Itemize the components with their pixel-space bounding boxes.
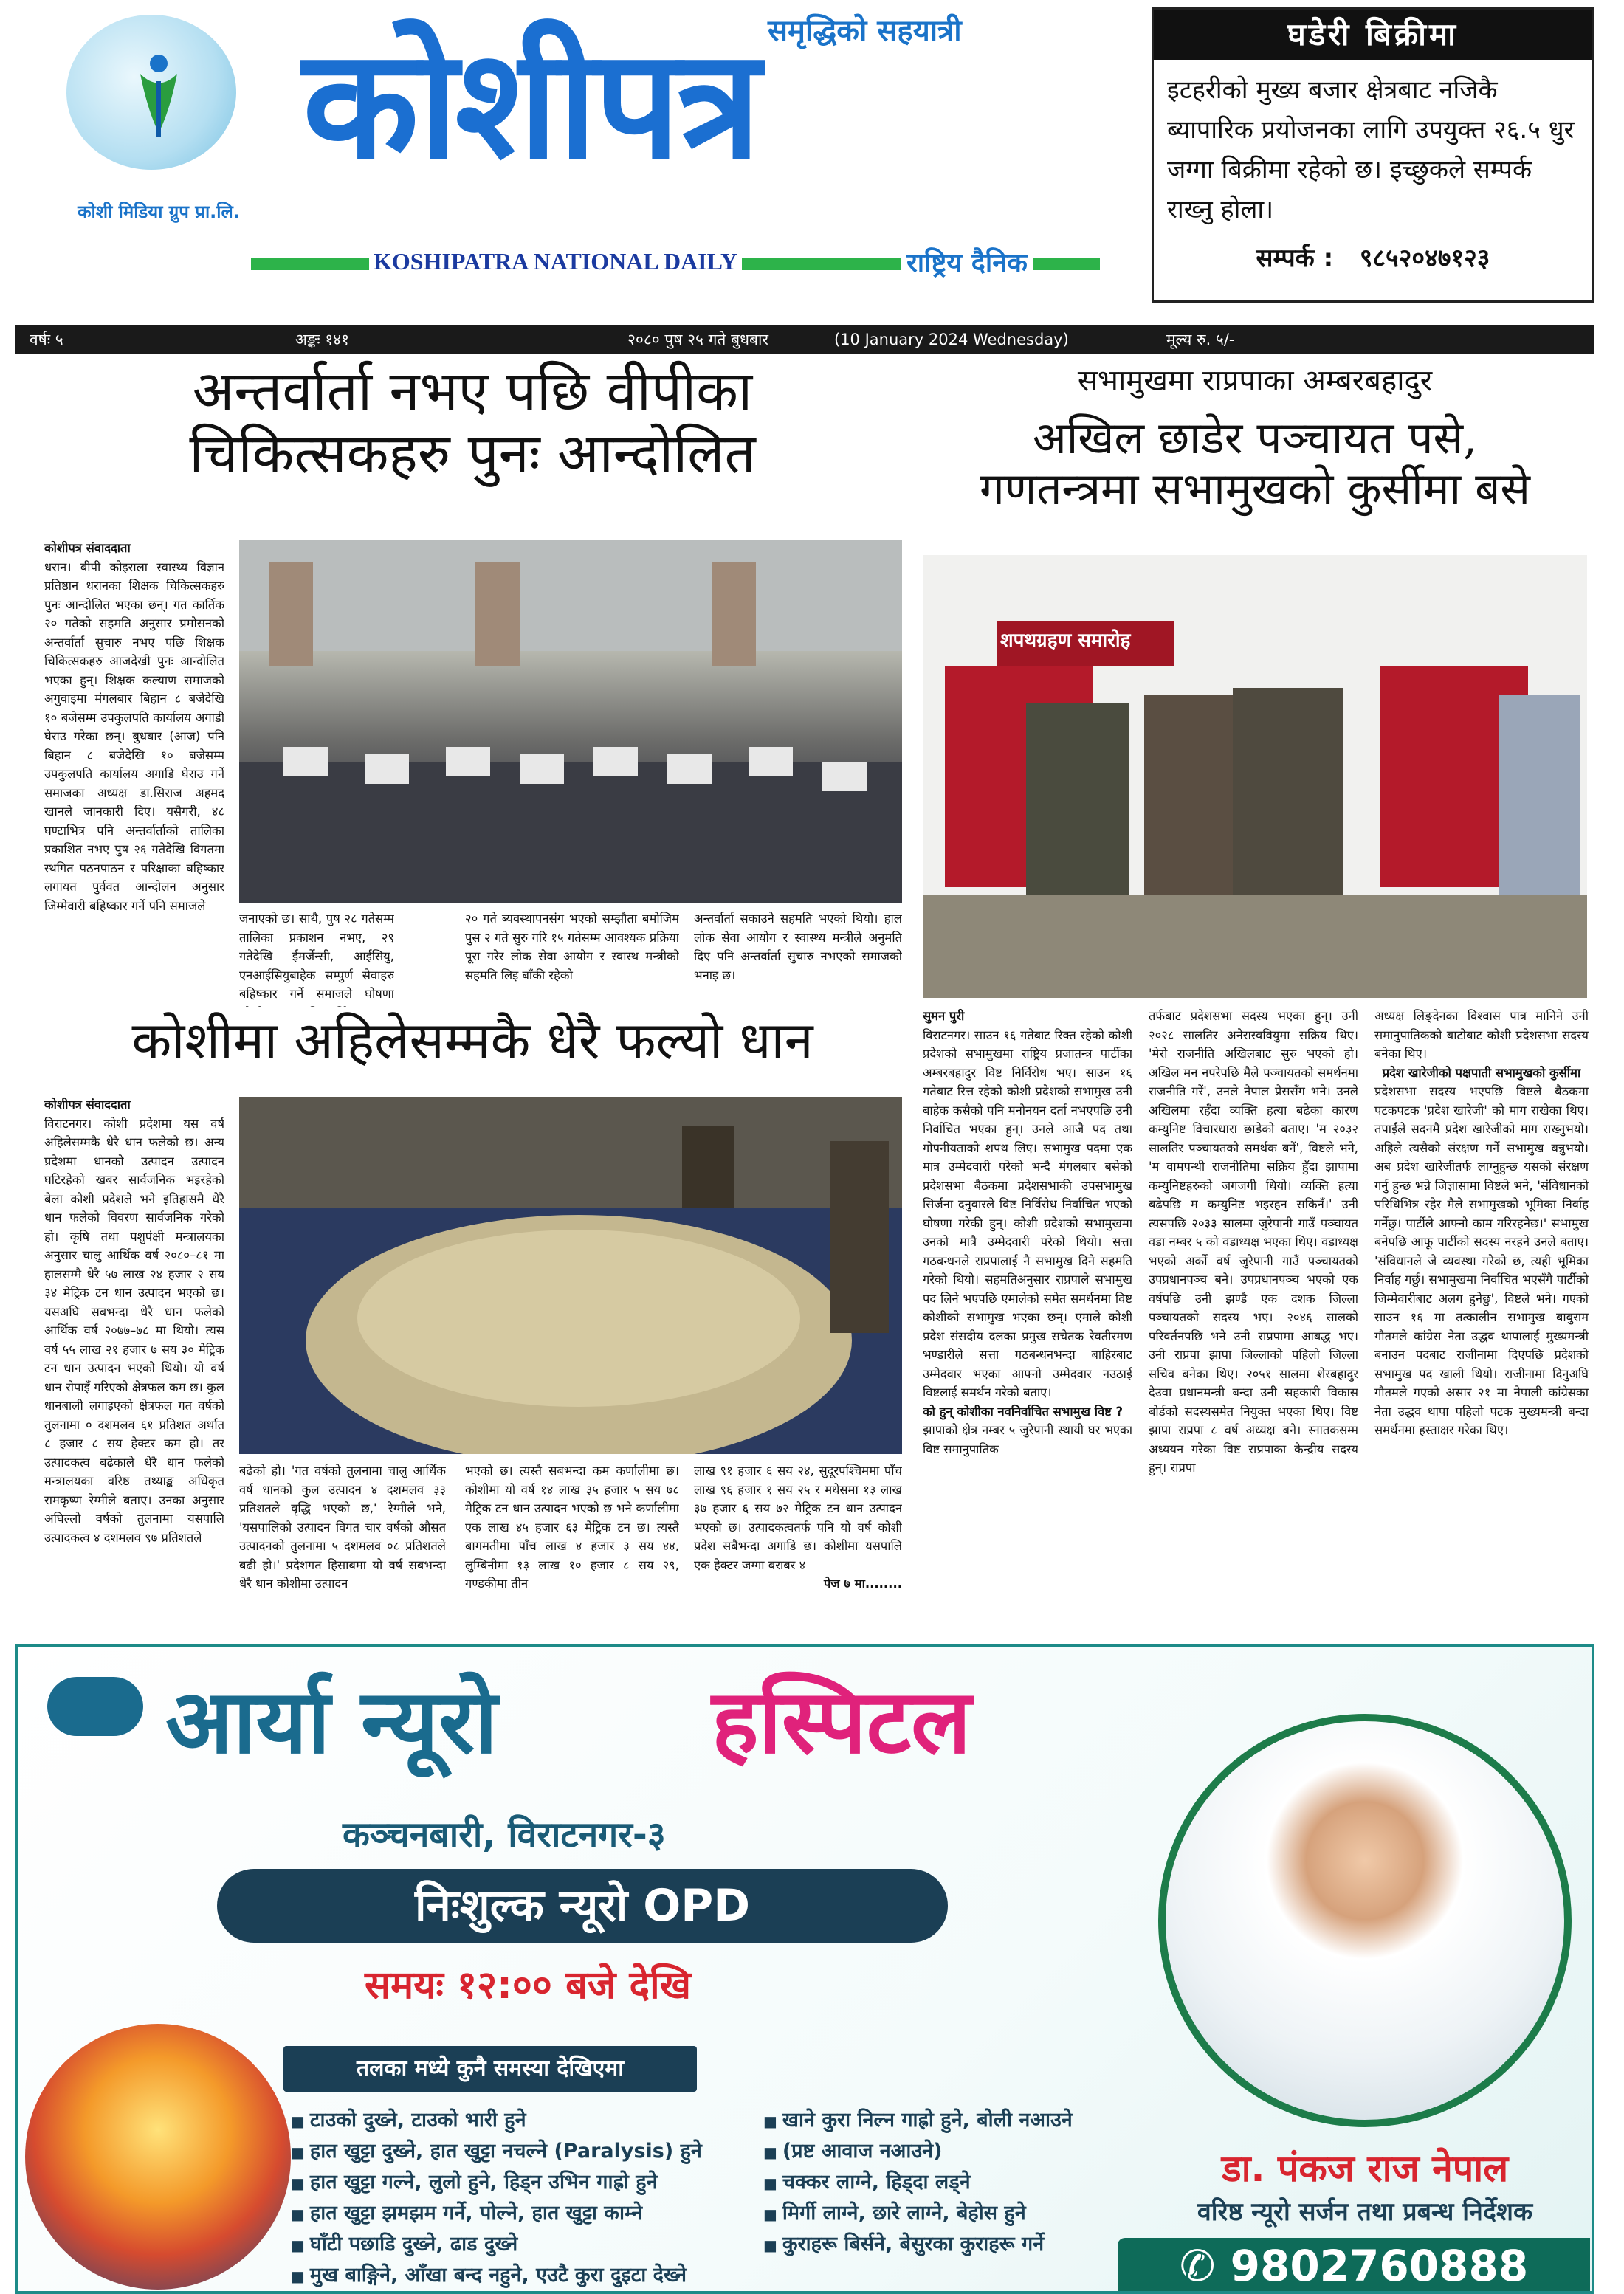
classified-header: घडेरी बिक्रीमा [1154, 10, 1592, 60]
article-text: विराटनगर। साउन १६ गतेबाट रिक्त रहेको कोशी प्रदेशको सभामुखमा राष्ट्रिय प्रजातन्त्र पार्टीका अम्बरबहादुर विष्ट निर्विरोध भए। साउन १६ गतेबाट रित्त रहेको कोशी प्रदेशको सभामुख उनी बाहेक कसैको पनि मनोनयन दर्ता नभएपछि उनी निर्वाचित भएका हुन्। उनले आजै पद तथा गोपनीयताको शपथ लिए। सभामुख पदमा एक मात्र उम्मेदवारी परेको भन्दै मंगलबार बसेको प्रदेशसभा बैठकमा प्रदेशसभाकी उपसभामुख सिर्जना दनुवारले विष्ट निर्विरोध निर्वाचित भएको घोषणा गरेकी हुन्। कोशी प्रदेशको सभामुखमा उनको मात्रै उम्मेदवारी परेको थियो। सत्ता गठबन्धनले राप्रपालाई नै सभामुख दिने सहमति गरेको थियो। सहमतिअनुसार राप्रपाले सभामुख पद लिने भएपछि एमालेको समेत समर्थनमा विष्ट कोशीको सभामुख भएका छन्। एमाले कोशी प्रदेश संसदीय दलका प्रमुख सचेतक रेवतीरमण भण्डारीले सत्ता गठबन्धनभन्दा बाहिरबाट उम्मेदवार भएका आफ्नो उम्मेदवार नउठाई विष्टलाई समर्थन गरेको बताए। [923, 1027, 1132, 1399]
nepali-subtitle: राष्ट्रिय दैनिक [901, 244, 1033, 280]
newspaper-title: कोशीपत्र [303, 17, 758, 193]
article-text: विराटनगर। कोशी प्रदेशमा यस वर्ष अहिलेसम्मकै धेरै धान फलेको छ। अन्य प्रदेशमा धानको उत्पादन उत्पादन घटिरहेको खबर सार्वजनिक भइरहेको बेला कोशी प्रदेशले भने इतिहासमै धेरै धान फलेको विवरण सार्वजनिक गरेको हो। कृषि तथा पशुपंक्षी मन्त्रालयका अनुसार चालु आर्थिक वर्ष २०८०–८१ मा हालसम्मै धेरै ५७ लाख २४ हजार २ सय ३४ मेट्रिक टन धान उत्पादन भएको छ। यसअघि सबभन्दा धेरै धान फलेको आर्थिक वर्ष २०७७–७८ मा थियो। त्यस वर्ष ५५ लाख २१ हजार ७ सय ३० मेट्रिक टन धान उत्पादन भएको थियो। यो वर्ष धान रोपाइँ गरिएको क्षेत्रफल कम छ। कुल धानबाली लगाइएको क्षेत्रफल गत वर्षको तुलनामा ० दशमलव ६१ प्रतिशत अर्थात ८ हजार ८ सय हेक्टर कम हो। तर उत्पादकत्व बढेकाले धेरै धान फलेको मन्त्रालयका वरिष्ठ तथ्याङ्क अधिकृत रामकृष्ण रेग्मीले बताए। उनका अनुसार अघिल्लो वर्षको तुलनामा यसपालि उत्पादकत्व ४ दशमलव ९७ प्रतिशतले [44, 1116, 224, 1545]
symptom-item: ■ कुराहरू बिर्सने, बेसुरका कुराहरू गर्ने [763, 2229, 1044, 2256]
phone-banner [1118, 2238, 1590, 2294]
article-text: लाख ९१ हजार ६ सय २४, सुदूरपश्चिममा पाँच लाख ९६ हजार १ सय २५ र मधेसमा १३ लाख ३७ हजार ६ सय ७२ मेट्रिक टन धान उत्पादन भएको छ। उत्पादकत्वतर्फ पनि यो वर्ष कोशी प्रदेश सबैभन्दा अगाडि छ। कोशीमा यसपालि एक हेक्टर जग्गा बराबर ४ [694, 1464, 902, 1572]
english-name: KOSHIPATRA NATIONAL DAILY [369, 248, 742, 275]
tagline: समृद्धिको सहयात्री [768, 14, 962, 48]
article1-col3: २० गते ब्यवस्थापनसंग भएको सम्झौता बमोजिम पुस २ गते सुरु गरि १५ गतेसम्म आवश्यक प्रक्रिया पूरा गरेर लोक सेवा आयोग र स्वास्थ मन्त्रीको सहमति लिइ बाँकी रहेको [465, 912, 679, 982]
article3-col1 [44, 1095, 224, 1627]
headline-line-1: अखिल छाडेर पञ्चायत पसे, [1032, 413, 1478, 464]
doctor-photo [1158, 1714, 1572, 2127]
phone-icon: ✆ [1179, 2241, 1231, 2291]
contact-number: ९८५२०४७१२३ [1359, 244, 1490, 273]
symptom-item: ■ मिर्गी लाग्ने, छारे लाग्ने, बेहोस हुने [763, 2198, 1026, 2225]
section-head: को हुन् कोशीका नवनिर्वाचित सभामुख विष्ट ? [923, 1404, 1124, 1419]
classified-body: इटहरीको मुख्य बजार क्षेत्रबाट नजिकै ब्यापारिक प्रयोजनका लागि उपयुक्त २६.५ धुर जग्गा बिक्रीमा रहेको छ। इच्छुकले सम्पर्क राख्नु होला। [1167, 75, 1575, 224]
oath-ceremony-photo [923, 555, 1587, 998]
headline-line-2: गणतन्त्रमा सभामुखको कुर्सीमा बसे [980, 464, 1530, 515]
article-text: धरान। बीपी कोइराला स्वास्थ्य विज्ञान प्रतिष्ठान धरानका शिक्षक चिकित्सकहरु पुनः आन्दोलित भएका छन्। गत कार्तिक २० गतेको सहमति अनुसार प्रमोसनको अन्तर्वार्ता सुचारु नभए पछि शिक्षक चिकित्सकहरु आजदेखी पुनः आन्दोलित भएका हुन्। शिक्षक कल्याण समाजको अगुवाइमा मंगलबार बिहान ८ बजेदेखि १० बजेसम्म उपकुलपति कार्यालय अगाडी घेराउ गरेका छन्। बुधबार (आज) पनि बिहान ८ बजेदेखि १० बजेसम्म उपकुलपति कार्यालय अगाडि घेराउ गर्ने समाजका अध्यक्ष डा.सिराज अहमद खानले जानकारी दिए। यसैगरी, ४८ घण्टाभित्र पनि अन्तर्वार्ताको तालिका प्रकाशित नभए पुष २६ गतेदेखि विगतमा स्थगित पठनपाठन र परिक्षाका बहिष्कार लगायत पुर्ववत आन्दोलन अनुसार जिम्मेवारी बहिष्कार गर्ने पनि समाजले [44, 559, 224, 913]
issue-info-bar [15, 325, 1594, 354]
symptom-item: ■ हात खुट्टा गल्ने, लुलो हुने, हिड्न उभिन गाह्रो हुने [291, 2167, 658, 2194]
date-nepali: २०८० पुष २५ गते बुधबार [627, 331, 769, 348]
article1-col4: अन्तर्वार्ता सकाउने सहमति भएको थियो। हाल लोक सेवा आयोग र स्वास्थ्य मन्त्रीले अनुमति दिए पनि अन्तर्वार्ता सुचारु नभएको समाजको भनाइ छ। [694, 912, 902, 982]
doctor-name: डा. पंकज राज नेपाल [1221, 2147, 1509, 2190]
article1-col1 [44, 539, 224, 1004]
article-text: प्रदेशसभा सदस्य भएपछि विष्टले बैठकमा पटकपटक 'प्रदेश खारेजी' को माग राखेका थिए। तपाईंले सदनमै प्रदेश खारेजीको माग राख्नुभयो। अहिले त्यसैको संरक्षण गर्ने सभामुख बन्नुभयो। अब प्रदेश खारेजीतर्फ लाग्नुहुन्छ यसको संरक्षण गर्नु हुन्छ भन्ने जिज्ञासामा विष्टले भने, 'संविधानको परिधिभित्र रहेर मैले सभामुखको भूमिका निर्वाह गर्नेछु। पार्टीले आफ्नो काम गरिरहनेछ।' सभामुख बनेपछि आफू पार्टीको सदस्य नरहने उनले बताए। 'संविधानले जे व्यवस्था गरेको छ, त्यही भूमिका निर्वाह गर्छु। सभामुखमा निर्वाचित भएसँगै पार्टीको जिम्मेवारीबाट अलग हुनेछु', विष्टले भने। गएको साउन १६ मा तत्कालीन सभामुख बाबुराम गौतमले कांग्रेस नेता उद्धव थापालाई मुख्यमन्त्री बनाउन पदबाट राजीनामा दिएपछि प्रदेशको सभामुख पद खाली थियो। राजीनामा दिनुअघि गौतमले गएको असार २१ मा नेपाली कांग्रेसका नेता उद्धव थापा पहिलो पटक मुख्यमन्त्री बन्दा समर्थनमा हस्ताक्षर गरेका थिए। [1374, 1084, 1589, 1437]
doctor-role: वरिष्ठ न्यूरो सर्जन तथा प्रबन्ध निर्देशक [1197, 2197, 1533, 2227]
logo-org-name: कोशी मिडिया ग्रुप प्रा.लि. [78, 202, 240, 222]
brain-logo-icon [47, 1677, 143, 1736]
hospital-advertisement [15, 1644, 1594, 2294]
ceremony-banner-text: शपथग्रहण समारोह [1000, 630, 1131, 652]
byline: कोशीपत्र संवाददाता [44, 1098, 131, 1112]
contact-label: सम्पर्क : [1256, 244, 1334, 273]
hospital-name-part1: आर्या न्यूरो [165, 1671, 498, 1774]
article2-headline [923, 413, 1587, 515]
article1-col2: जनाएको छ। साथै, पुष २८ गतेसम्म तालिका प्रकाशन नभए, २९ गतेदेखि ईमर्जेन्सी, आईसियु, एनआईसियुबाहेक सम्पुर्ण सेवाहरु बहिष्कार गर्ने समाजले घोषणा [239, 912, 394, 1001]
byline: कोशीपत्र संवाददाता [44, 541, 131, 555]
hospital-name-part2: हस्पिटल [712, 1671, 971, 1774]
section-head: प्रदेश खारेजीको पक्षपाती सभामुखको कुर्सीमा [1382, 1065, 1581, 1080]
article1-headline [30, 360, 915, 486]
symptom-item: ■ खाने कुरा निल्न गाह्रो हुने, बोली नआउने [763, 2105, 1073, 2132]
opd-time: समयः १२:०० बजे देखि [365, 1963, 692, 2008]
brain-illustration [25, 2024, 291, 2290]
price: मूल्य रु. ५/- [1166, 331, 1235, 348]
symptom-item: ■ घाँटी पछाडि दुख्ने, ढाड दुख्ने [291, 2229, 517, 2256]
symptom-item: ■ टाउको दुख्ने, टाउको भारी हुने [291, 2105, 526, 2132]
headline-line-2: चिकित्सकहरु पुनः आन्दोलित [189, 422, 756, 486]
classified-ad-box [1152, 7, 1594, 303]
protest-photo [239, 540, 902, 903]
symptom-header: तलका मध्ये कुनै समस्या देखिएमा [283, 2046, 697, 2092]
article3-col3: भएको छ। त्यस्तै सबभन्दा कम कर्णालीमा छ। कोशीमा यो वर्ष १४ लाख ३५ हजार ५ सय ७८ मेट्रिक टन धान उत्पादन भएको छ भने कर्णालीमा एक लाख ४५ हजार ६३ मेट्रिक टन छ। त्यस्तै बागमतीमा पाँच लाख ४ हजार ३ सय ४४, लुम्बिनीमा १३ लाख १० हजार ८ सय २९, गण्डकीमा तीन [465, 1464, 679, 1591]
publisher-logo [44, 15, 273, 236]
phone-number: 9802760888 [1230, 2241, 1529, 2291]
article3-col2: बढेको हो। 'गत वर्षको तुलनामा चालु आर्थिक वर्ष धानको कुल उत्पादन ४ दशमलव ३३ प्रतिशतले वृद्धि भएको छ,' रेग्मीले भने, 'यसपालिको उत्पादन विगत चार वर्षको औसत उत्पादनको तुलनामा ५ दशमलव ०८ प्रतिशतले बढी हो।' प्रदेशगत हिसाबमा यो वर्ष सबभन्दा धेरै धान कोशीमा उत्पादन [239, 1464, 446, 1591]
article3-headline: कोशीमा अहिलेसम्मकै धेरै फल्यो धान [131, 1010, 813, 1071]
symptom-item: ■ मुख बाङ्गिने, आँखा बन्द नहुने, एउटै कुरा दुइटा देख्ने [291, 2260, 687, 2287]
year: वर्षः ५ [30, 331, 63, 348]
article3-col4 [694, 1461, 902, 1627]
headline-line-1: अन्तर्वार्ता नभए पछि वीपीका [192, 359, 753, 423]
english-name-bar [251, 248, 1100, 279]
byline: सुमन पुरी [923, 1009, 965, 1023]
free-opd-banner: निःशुल्क न्यूरो OPD [217, 1869, 948, 1943]
classified-contact [1154, 240, 1592, 274]
article2-subhead: सभामुखमा राप्रपाका अम्बरबहादुर [1077, 364, 1433, 398]
hospital-address: कञ्चनबारी, विराटनगर-३ [343, 1814, 666, 1856]
symptom-item: ■ (प्रष्ट आवाज नआउने) [763, 2136, 942, 2163]
symptom-item: ■ हात खुट्टा दुख्ने, हात खुट्टा नचल्ने (Paralysis) हुने [291, 2136, 702, 2163]
symptom-item: ■ चक्कर लाग्ने, हिड्दा लड्ने [763, 2167, 971, 2194]
paddy-harvest-photo [239, 1097, 902, 1454]
article2-col3 [1374, 1007, 1589, 1627]
date-english: (10 January 2024 Wednesday) [834, 331, 1069, 348]
article-text: झापाको क्षेत्र नम्बर ५ जुरेपानी स्थायी घर भएका विष्ट समानुपातिक [923, 1423, 1132, 1456]
pen-leaf-icon [133, 52, 185, 140]
symptom-item: ■ हात खुट्टा झमझम गर्ने, पोल्ने, हात खुट्टा काम्ने [291, 2198, 642, 2225]
issue-number: अङ्कः १४१ [295, 331, 350, 348]
continued-label: पेज ७ मा........ [824, 1577, 902, 1591]
article2-col2: तर्फबाट प्रदेशसभा सदस्य भएका हुन्। उनी २०२८ सालतिर अनेरास्ववियुमा सक्रिय थिए। 'मेरो राजनीति अखिलबाट सुरु भएको हो। अखिल मन नपरेपछि मैले पञ्चायतको समर्थनमा राजनीति गरें', उनले नेपाल प्रेससँग भने। उनले अखिलमा रहँदा व्यक्ति हत्या बढेका कारण कम्युनिष्ट विचारधारा छाडेको बताए। 'म २०३२ सालतिर पञ्चायतको समर्थक बनें', विष्टले भने, 'म वामपन्थी राजनीतिमा सक्रिय हुँदा झापामा कम्युनिष्टहरुको जगजगी थियो। व्यक्ति हत्या बढेपछि म कम्युनिष्ट भइरहन सकिनँ।' उनी त्यसपछि २०३३ सालमा जुरेपानी गाउँ पञ्चायत वडा नम्बर ५ को वडाध्यक्ष भएका थिए। वडाध्यक्ष भएको अर्को वर्ष जुरेपानी गाउँ पञ्चायतको उपप्रधानपञ्च बने। उपप्रधानपञ्च भएको एक वर्षपछि उनी झण्डै एक दशक जिल्ला पञ्चायतको सदस्य भए। २०४६ सालको परिवर्तनपछि भने उनी राप्रपामा आबद्ध भए। उनी राप्रपा झापा जिल्लाको पहिलो जिल्ला सचिव बनेका थिए। २०५१ सालमा शेरबहादुर देउवा प्रधानमन्त्री बन्दा उनी सहकारी विकास बोर्डको सदस्यसमेत नियुक्त भएका थिए। विष्ट झापा राप्रपा ८ वर्ष अध्यक्ष बने। स्नातकसम्म अध्ययन गरेका विष्ट राप्रपाका केन्द्रीय सदस्य हुन्। राप्रपा [1149, 1009, 1358, 1475]
article2-col1 [923, 1007, 1132, 1627]
article-text: अध्यक्ष लिङ्देनका विश्वास पात्र मानिने उनी समानुपातिकको बाटोबाट कोशी प्रदेशसभा सदस्य बनेका थिए। [1374, 1009, 1589, 1061]
